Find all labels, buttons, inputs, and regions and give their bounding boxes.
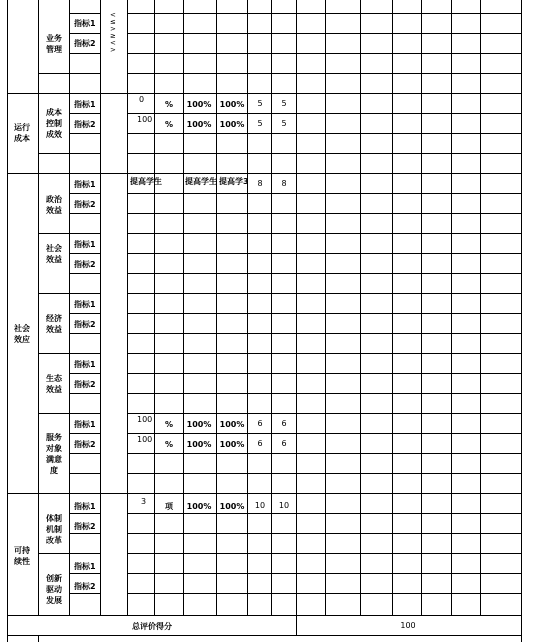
target-value: 100 xyxy=(137,415,153,424)
indicator-label: 指标2 xyxy=(74,39,96,48)
indicator-label: 指标1 xyxy=(74,240,96,249)
score-1: 6 xyxy=(257,419,263,428)
indicator-label: 指标2 xyxy=(74,200,96,209)
dimension-sustainability: 可持 续性 xyxy=(14,546,30,566)
indicator-label: 指标2 xyxy=(74,440,96,449)
percent-1: 100% xyxy=(186,440,212,449)
indicator-label: 指标1 xyxy=(74,502,96,511)
category-innovation: 创新 驱动 发展 xyxy=(46,574,62,605)
percent-1: 100% xyxy=(186,420,212,429)
percent-1: 100% xyxy=(186,100,212,109)
target-value: 3 xyxy=(141,497,147,506)
score-1: 5 xyxy=(257,99,263,108)
score-2: 6 xyxy=(281,419,287,428)
indicator-label: 指标1 xyxy=(74,420,96,429)
category-system-reform: 体制 机制 改革 xyxy=(46,514,62,545)
indicator-label: 指标2 xyxy=(74,582,96,591)
category-business-mgmt: 业务 管理 xyxy=(46,34,62,54)
indicator-label: 指标2 xyxy=(74,522,96,531)
indicator-label: 指标2 xyxy=(74,260,96,269)
percent-1: 100% xyxy=(186,120,212,129)
unit: % xyxy=(164,100,174,109)
indicator-label: 指标1 xyxy=(74,19,96,28)
percent-2: 100% xyxy=(219,502,245,511)
total-score-value: 100 xyxy=(400,621,416,630)
category-service-satisfaction: 服务 对象 满意 度 xyxy=(46,433,62,475)
unit: % xyxy=(164,120,174,129)
category-social: 社会 效益 xyxy=(46,244,62,264)
indicator-label: 指标2 xyxy=(74,320,96,329)
total-score-label: 总评价得分 xyxy=(132,622,172,631)
target-value: 100 xyxy=(137,115,153,124)
indicator-label: 指标1 xyxy=(74,180,96,189)
target-value: 0 xyxy=(139,95,145,104)
unit: % xyxy=(164,420,174,429)
indicator-label: 指标1 xyxy=(74,100,96,109)
indicator-label: 指标1 xyxy=(74,300,96,309)
unit: 项 xyxy=(165,502,173,511)
score-1: 5 xyxy=(257,119,263,128)
dimension-social-benefit: 社会 效应 xyxy=(14,324,30,344)
target-value: 100 xyxy=(137,435,153,444)
indicator-label: 指标2 xyxy=(74,380,96,389)
score-2: 5 xyxy=(281,99,287,108)
percent-1: 100% xyxy=(186,502,212,511)
value-text: 提高学3 xyxy=(219,177,249,186)
percent-2: 100% xyxy=(219,120,245,129)
category-cost-control: 成本 控制 成效 xyxy=(46,108,62,139)
target-text: 提高学生 xyxy=(130,177,162,186)
percent-2: 100% xyxy=(219,420,245,429)
score-2: 5 xyxy=(281,119,287,128)
dimension-operating-cost: 运行 成本 xyxy=(14,123,30,143)
score-2: 10 xyxy=(278,501,290,510)
category-economic: 经济 效益 xyxy=(46,314,62,334)
indicator-label: 指标1 xyxy=(74,360,96,369)
score-1: 8 xyxy=(257,179,263,188)
percent-2: 100% xyxy=(219,100,245,109)
comparison-symbols: < ≤ > ≥ < > xyxy=(110,11,116,54)
indicator-label: 指标2 xyxy=(74,120,96,129)
score-1: 6 xyxy=(257,439,263,448)
value-text: 提高学生 xyxy=(185,177,217,186)
score-1: 10 xyxy=(254,501,266,510)
score-2: 6 xyxy=(281,439,287,448)
percent-2: 100% xyxy=(219,440,245,449)
category-political: 政治 效益 xyxy=(46,195,62,215)
unit: % xyxy=(164,440,174,449)
score-2: 8 xyxy=(281,179,287,188)
category-ecological: 生态 效益 xyxy=(46,374,62,394)
indicator-label: 指标1 xyxy=(74,562,96,571)
